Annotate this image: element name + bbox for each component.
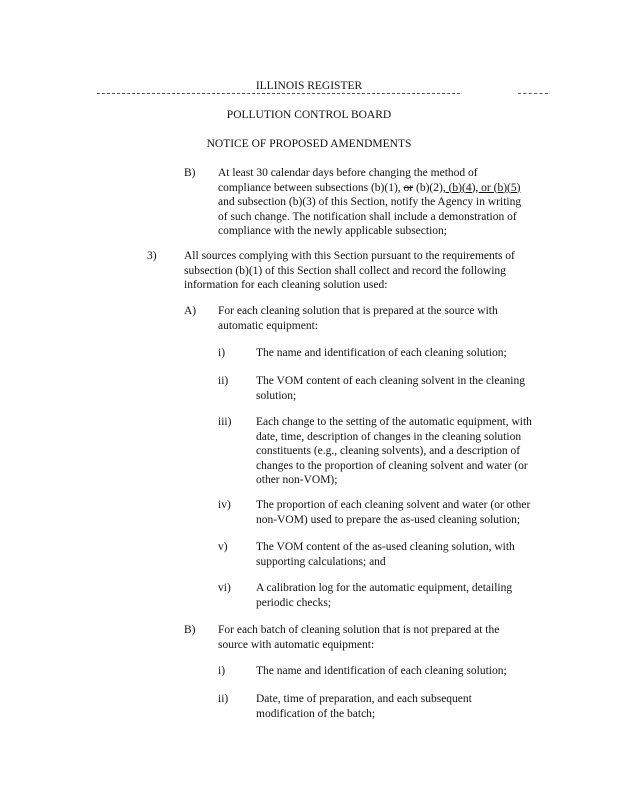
text-line: A calibration log for the automatic equipment, detailing (256, 582, 513, 594)
header-rule-left (97, 93, 460, 94)
text-line: compliance between subsections (b)(1), or (b)(2), (b)(4), or (b)(5) (218, 181, 521, 194)
register-title: ILLINOIS REGISTER (255, 80, 363, 92)
text-line: automatic equipment: (218, 319, 318, 332)
text-line: and subsection (b)(3) of this Section, notify the Agency in writing (218, 196, 522, 208)
item-label: ii) (218, 693, 229, 705)
text-line: information for each cleaning solution used: (184, 279, 388, 291)
paragraph-B-top (218, 166, 568, 239)
text-line: solution; (256, 389, 297, 402)
paragraph-A-vi (256, 581, 576, 610)
item-label: vi) (218, 582, 231, 594)
text-line: source with automatic equipment: (218, 638, 375, 651)
paragraph-A-ii (256, 374, 576, 403)
text-line: of such change. The notification shall include a demonstration of (218, 210, 517, 223)
item-label: ii) (218, 375, 229, 387)
text-line: constituents (e.g., cleaning solvents), and a description of (256, 445, 521, 457)
text-line: subsection (b)(1) of this Section shall collect and record the following (184, 264, 506, 277)
text-line: supporting calculations; and (256, 555, 386, 568)
text-line: Each change to the setting of the automatic equipment, with (256, 416, 532, 428)
text-line: date, time, description of changes in the cleaning solution (256, 430, 522, 443)
item-label: B) (184, 624, 196, 636)
notice-title: NOTICE OF PROPOSED AMENDMENTS (206, 138, 412, 150)
text-line: All sources complying with this Section pursuant to the requirements of (184, 250, 515, 262)
text-line: Date, time of preparation, and each subsequent (256, 693, 472, 705)
text-line: For each cleaning solution that is prepared at the source with (218, 305, 498, 317)
text-line: periodic checks; (256, 596, 332, 609)
text-line: The name and identification of each cleaning solution; (256, 347, 507, 359)
paragraph-A (218, 304, 568, 333)
text-line: The VOM content of the as-used cleaning solution, with (256, 541, 515, 553)
text-line: The VOM content of each cleaning solvent in the cleaning (256, 375, 525, 387)
board-title: POLLUTION CONTROL BOARD (226, 109, 392, 121)
paragraph-A-i (256, 346, 576, 361)
text-line: compliance with the newly applicable subsection; (218, 225, 447, 237)
item-label: A) (184, 305, 197, 317)
text-line: For each batch of cleaning solution that is not prepared at the (218, 624, 500, 636)
paragraph-A-v (256, 540, 576, 569)
item-label: B) (184, 167, 196, 179)
text-line: The name and identification of each cleaning solution; (256, 665, 507, 677)
item-label: iv) (218, 499, 231, 511)
text-line: changes to the proportion of cleaning solvent and water (or (256, 459, 528, 472)
paragraph-3 (184, 249, 574, 293)
text-line: The proportion of each cleaning solvent and water (or other (256, 499, 531, 511)
paragraph-B (218, 623, 568, 652)
text-line: other non-VOM); (256, 474, 338, 486)
text-line: At least 30 calendar days before changing the method of (218, 167, 478, 179)
paragraph-B-ii (256, 692, 576, 721)
item-label: i) (218, 665, 226, 677)
item-label: i) (218, 347, 226, 359)
header-rule-right (518, 93, 548, 94)
text-line: non-VOM) used to prepare the as-used cleaning solution; (256, 513, 521, 526)
paragraph-A-iii (256, 415, 576, 488)
item-label: iii) (218, 416, 232, 428)
paragraph-B-i (256, 664, 576, 679)
text-line: modification of the batch; (256, 707, 376, 720)
item-label: v) (218, 541, 228, 553)
item-label: 3) (147, 250, 157, 262)
paragraph-A-iv (256, 498, 576, 527)
